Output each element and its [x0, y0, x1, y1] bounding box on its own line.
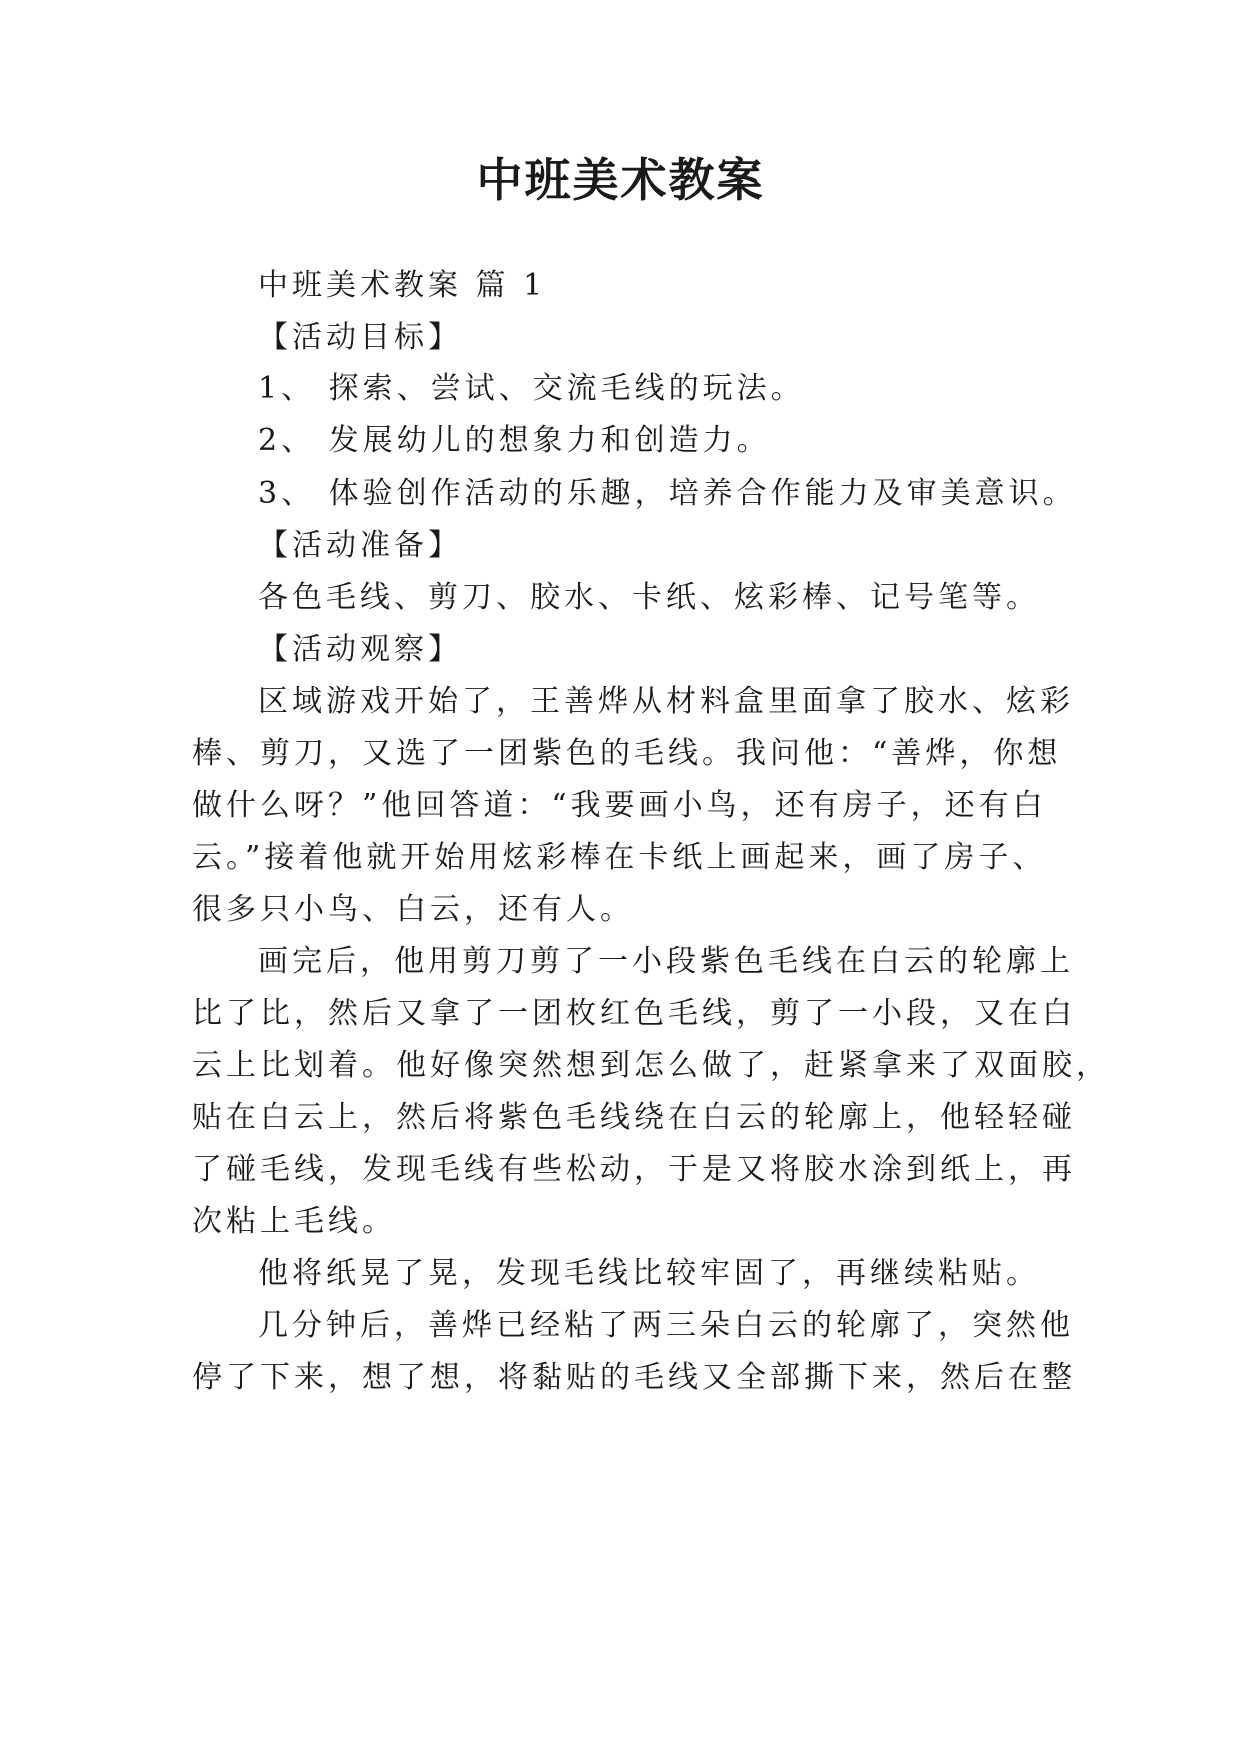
paragraph-line: 棒、剪刀，又选了一团紫色的毛线。我问他：“善烨，你想 — [192, 736, 1062, 771]
paragraph-line: 几分钟后，善烨已经粘了两三朵白云的轮廓了，突然他 — [258, 1308, 1074, 1343]
goal-item: 1、 探索、尝试、交流毛线的玩法。 — [258, 371, 805, 406]
goals-heading: 【活动目标】 — [258, 320, 462, 355]
paragraph-line: 画完后，他用剪刀剪了一小段紫色毛线在白云的轮廓上 — [258, 944, 1074, 979]
paragraph-line: 云。”接着他就开始用炫彩棒在卡纸上画起来，画了房子、 — [192, 840, 1047, 875]
prep-text: 各色毛线、剪刀、胶水、卡纸、炫彩棒、记号笔等。 — [258, 580, 1040, 615]
paragraph-line: 他将纸晃了晃，发现毛线比较牢固了，再继续粘贴。 — [258, 1256, 1040, 1291]
prep-heading: 【活动准备】 — [258, 528, 462, 563]
paragraph-line: 很多只小鸟、白云，还有人。 — [192, 892, 634, 927]
paragraph-line: 次粘上毛线。 — [192, 1204, 396, 1239]
goal-item: 3、 体验创作活动的乐趣，培养合作能力及审美意识。 — [258, 476, 1077, 511]
section-heading: 中班美术教案 篇 1 — [258, 268, 547, 303]
paragraph-line: 比了比，然后又拿了一团枚红色毛线，剪了一小段，又在白 — [192, 996, 1076, 1031]
goal-item: 2、 发展幼儿的想象力和创造力。 — [258, 423, 771, 458]
paragraph-line: 停了下来，想了想，将黏贴的毛线又全部撕下来，然后在整 — [192, 1360, 1076, 1395]
paragraph-line: 区域游戏开始了，王善烨从材料盒里面拿了胶水、炫彩 — [258, 684, 1074, 719]
paragraph-line: 贴在白云上，然后将紫色毛线绕在白云的轮廓上，他轻轻碰 — [192, 1100, 1076, 1135]
document-title: 中班美术教案 — [476, 153, 765, 207]
paragraph-line: 云上比划着。他好像突然想到怎么做了，赶紧拿来了双面胶， — [192, 1048, 1110, 1083]
observation-heading: 【活动观察】 — [258, 632, 462, 667]
paragraph-line: 了碰毛线，发现毛线有些松动，于是又将胶水涂到纸上，再 — [192, 1152, 1076, 1187]
paragraph-line: 做什么呀？”他回答道：“我要画小鸟，还有房子，还有白 — [192, 788, 1047, 823]
